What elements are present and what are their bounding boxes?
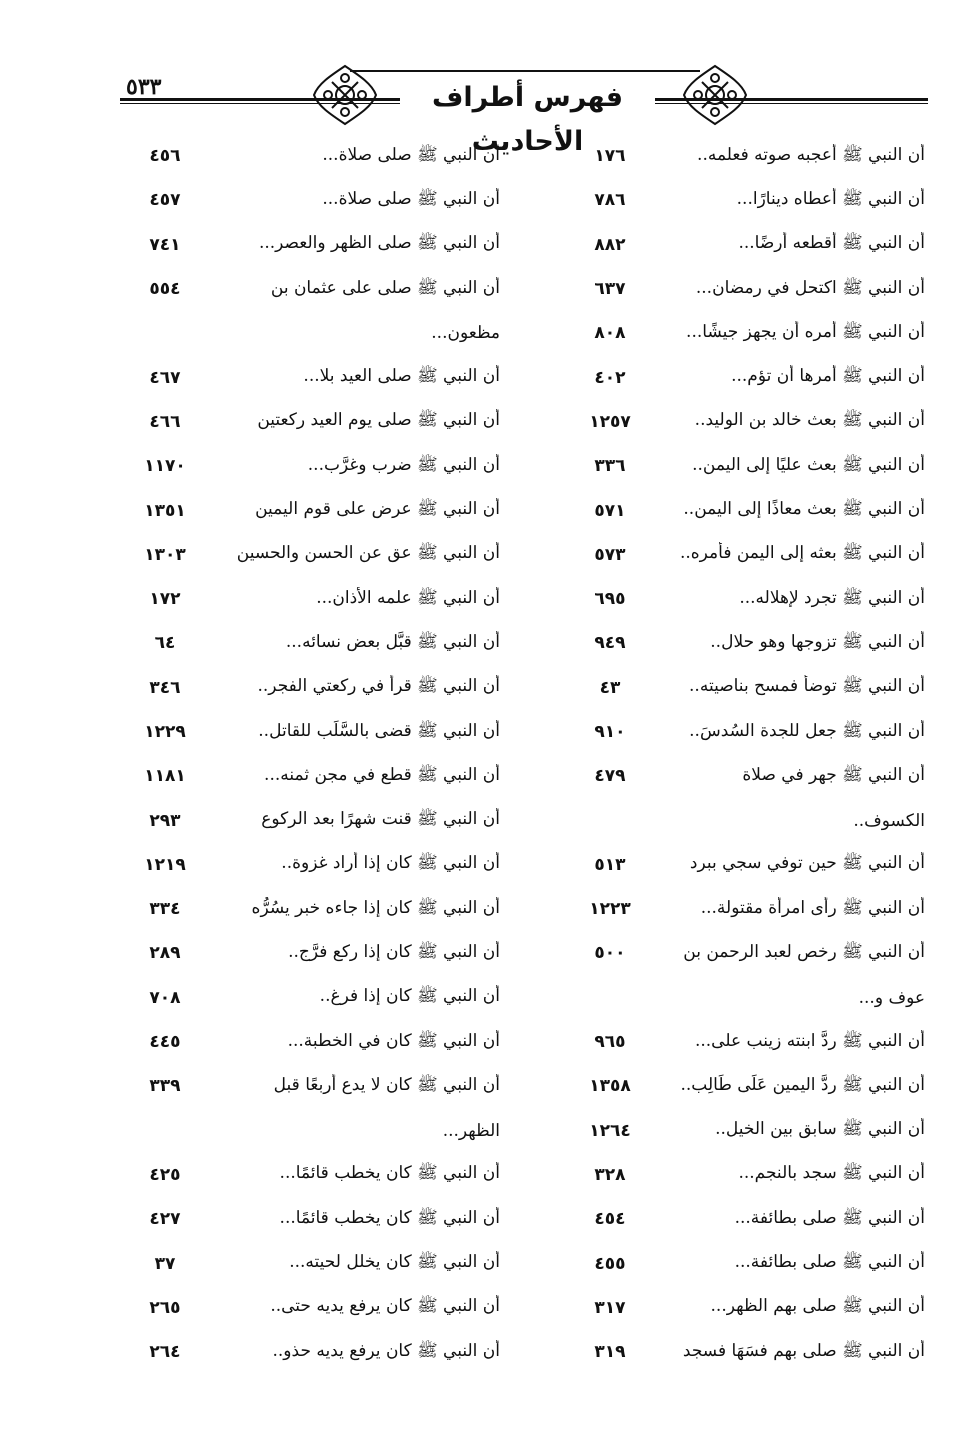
index-entry <box>555 1020 925 1064</box>
hadith-number: ٧٨٦ <box>594 190 626 211</box>
index-entry <box>130 1064 500 1108</box>
hadith-incipit: أن النبي ﷺ كان إذا ركع فرَّج.. <box>288 941 500 962</box>
hadith-number: ٣٣٤ <box>149 899 181 920</box>
index-entry <box>555 223 925 267</box>
hadith-number: ٤٢٥ <box>149 1164 181 1185</box>
hadith-incipit: أن النبي ﷺ أعطاه دينارًا... <box>736 188 925 209</box>
hadith-number: ٥٧١ <box>594 500 626 521</box>
hadith-incipit: الكسوف.. <box>853 810 925 831</box>
hadith-incipit: أن النبي ﷺ صلى بطائفة... <box>734 1252 925 1273</box>
index-entry <box>130 887 500 931</box>
index-entry <box>130 400 500 444</box>
index-entry <box>130 1109 500 1153</box>
index-entry <box>555 178 925 222</box>
index-entry <box>130 488 500 532</box>
index-entry <box>555 1064 925 1108</box>
index-entry <box>130 178 500 222</box>
index-entry <box>555 1286 925 1330</box>
index-entry <box>130 577 500 621</box>
page-number: ٥٣٣ <box>126 74 162 100</box>
hadith-incipit: أن النبي ﷺ عق عن الحسن والحسين <box>236 543 500 564</box>
index-entry <box>555 444 925 488</box>
hadith-incipit: أن النبي ﷺ صلى صلاة... <box>322 144 500 165</box>
hadith-incipit: أن النبي ﷺ قطع في مجن ثمنه... <box>264 764 500 785</box>
hadith-number: ١٣٠٣ <box>144 544 186 565</box>
index-entry <box>555 355 925 399</box>
hadith-number: ٢٨٩ <box>149 943 181 964</box>
hadith-number: ٦٣٧ <box>594 279 626 300</box>
hadith-number: ٤٦٦ <box>149 411 181 432</box>
index-entry <box>130 798 500 842</box>
hadith-number: ٩١٠ <box>594 722 626 742</box>
index-entry <box>130 976 500 1020</box>
hadith-incipit: أن النبي ﷺ صلى بهم فسَهَا فسجد <box>682 1340 925 1361</box>
index-entry <box>130 621 500 665</box>
hadith-number: ٧٤١ <box>149 234 181 255</box>
hadith-incipit: أن النبي ﷺ كان يرفع يديه حذو.. <box>272 1340 500 1361</box>
hadith-number: ٥٠٠ <box>594 943 626 964</box>
index-entry <box>130 843 500 887</box>
hadith-number: ٦٩٥ <box>594 589 626 610</box>
index-entry <box>130 1330 500 1374</box>
hadith-incipit: الظهر... <box>442 1120 500 1141</box>
index-entry <box>555 1241 925 1285</box>
index-entry <box>555 976 925 1020</box>
hadith-incipit: أن النبي ﷺ أقطعه أرضًا... <box>738 233 925 254</box>
hadith-incipit: أن النبي ﷺ توضأ فمسح بناصيته.. <box>689 676 925 697</box>
hadith-incipit: أن النبي ﷺ قنت شهرًا بعد الركوع <box>261 809 500 830</box>
hadith-incipit: أن النبي ﷺ تجرد لإهلاله... <box>739 587 925 608</box>
hadith-incipit: أن النبي ﷺ صلى بهم الظهر... <box>710 1296 925 1317</box>
hadith-number: ٥٥٤ <box>149 279 181 300</box>
hadith-incipit: أن النبي ﷺ حين توفي سجي ببرد <box>689 853 925 874</box>
index-entry <box>555 488 925 532</box>
hadith-number: ٤٤٥ <box>149 1032 181 1053</box>
hadith-number: ٥٧٣ <box>594 544 626 565</box>
hadith-incipit: أن النبي ﷺ كان إذا فرغ.. <box>319 986 500 1007</box>
hadith-incipit: أن النبي ﷺ كان إذا جاءه خبر يسُرُّه <box>251 897 500 918</box>
hadith-incipit: أن النبي ﷺ أعجبه صوته فعلمه.. <box>697 144 925 165</box>
index-entry <box>555 931 925 975</box>
hadith-number: ١٢١٩ <box>144 854 186 875</box>
hadith-number: ٣٤٦ <box>149 677 181 698</box>
hadith-number: ١٣٥٨ <box>589 1076 631 1097</box>
hadith-number: ٤٥٧ <box>149 190 181 211</box>
hadith-incipit: أن النبي ﷺ صلى الظهر والعصر... <box>258 233 500 254</box>
hadith-incipit: أن النبي ﷺ جعل للجدة السُدسَ.. <box>689 720 925 741</box>
hadith-number: ٩٦٥ <box>594 1032 626 1053</box>
hadith-incipit: أن النبي ﷺ سابق بين الخيل.. <box>715 1119 925 1140</box>
hadith-number: ٢٩٣ <box>149 810 181 831</box>
hadith-incipit: أن النبي ﷺ اكتحل في رمضان... <box>695 277 925 298</box>
hadith-number: ٧٠٨ <box>149 987 181 1008</box>
hadith-number: ٤٦٧ <box>149 367 181 388</box>
hadith-incipit: أن النبي ﷺ قضى بالسَّلَب للقاتل.. <box>258 720 500 741</box>
hadith-number: ٥١٣ <box>594 854 626 875</box>
index-entry <box>130 355 500 399</box>
hadith-incipit: أن النبي ﷺ رأى امرأة مقتولة... <box>700 897 925 918</box>
hadith-incipit: عوف و... <box>858 987 925 1008</box>
index-entry <box>130 267 500 311</box>
index-entry <box>555 710 925 754</box>
hadith-incipit: أن النبي ﷺ كان يرفع يديه حتى.. <box>270 1296 500 1317</box>
index-entry <box>130 444 500 488</box>
hadith-number: ٣١٧ <box>594 1297 626 1318</box>
page-title: فهرس أطراف الأحاديث <box>400 76 655 120</box>
hadith-number: ٨٠٨ <box>594 323 626 344</box>
hadith-incipit: أن النبي ﷺ قرأ في ركعتي الفجر.. <box>257 676 500 697</box>
index-entry <box>130 1020 500 1064</box>
hadith-incipit: أن النبي ﷺ صلى صلاة... <box>322 188 500 209</box>
index-entry <box>130 666 500 710</box>
index-entry <box>130 754 500 798</box>
hadith-number: ٣٣٦ <box>594 456 626 477</box>
index-entry <box>555 798 925 842</box>
hadith-incipit: أن النبي ﷺ رخص لعبد الرحمن بن <box>683 941 925 962</box>
ornament-right-icon <box>680 62 750 128</box>
index-entry <box>555 666 925 710</box>
hadith-number: ٣٢٨ <box>594 1164 626 1185</box>
hadith-incipit: أن النبي ﷺ ضرب وغرَّب... <box>307 454 500 475</box>
hadith-incipit: أن النبي ﷺ كان في الخطبة... <box>287 1030 500 1051</box>
hadith-number: ١٢٢٣ <box>589 899 631 920</box>
hadith-incipit: أن النبي ﷺ كان لا يدع أربعًا قبل <box>273 1074 500 1095</box>
hadith-number: ٣٧ <box>154 1253 176 1274</box>
index-entry <box>130 931 500 975</box>
index-entry <box>555 311 925 355</box>
hadith-number: ٩٤٩ <box>594 633 626 654</box>
index-entry <box>555 400 925 444</box>
hadith-incipit: أن النبي ﷺ كان إذا أراد غزوة.. <box>281 853 500 874</box>
hadith-number: ٣١٩ <box>594 1342 626 1363</box>
index-entry <box>555 533 925 577</box>
hadith-incipit: أن النبي ﷺ صلى بطائفة... <box>734 1207 925 1228</box>
header-rule-top <box>350 70 700 72</box>
hadith-incipit: أن النبي ﷺ بعث خالد بن الوليد.. <box>694 410 925 431</box>
hadith-number: ٤٥٤ <box>594 1209 626 1230</box>
hadith-number: ١٧٦ <box>594 146 626 167</box>
hadith-number: ١١٨١ <box>144 766 186 787</box>
index-entry <box>130 311 500 355</box>
hadith-number: ١٣٥١ <box>144 500 186 521</box>
hadith-incipit: مظعون... <box>431 323 500 344</box>
hadith-number: ١٢٦٤ <box>589 1120 631 1141</box>
hadith-incipit: أن النبي ﷺ جهر في صلاة <box>742 764 925 785</box>
index-entry <box>130 1241 500 1285</box>
hadith-number: ٤٧٩ <box>594 766 626 787</box>
hadith-number: ٨٨٢ <box>594 234 626 255</box>
index-entry <box>555 843 925 887</box>
index-entry <box>130 134 500 178</box>
index-entry <box>555 754 925 798</box>
index-entry <box>130 1153 500 1197</box>
hadith-number: ١٢٢٩ <box>144 722 186 742</box>
hadith-incipit: أن النبي ﷺ عرض على قوم اليمين <box>255 499 500 520</box>
index-entry <box>555 887 925 931</box>
hadith-number: ٦٤ <box>154 633 176 654</box>
hadith-incipit: أن النبي ﷺ كان يخلل لحيته... <box>289 1252 500 1273</box>
index-entry <box>555 1197 925 1241</box>
left-column <box>130 134 500 1374</box>
hadith-number: ٤٢٧ <box>149 1209 181 1230</box>
hadith-incipit: أن النبي ﷺ كان يخطب قائمًا... <box>279 1207 500 1228</box>
hadith-number: ١١٧٠ <box>144 456 186 477</box>
index-entry <box>555 1330 925 1374</box>
index-entry <box>555 1109 925 1153</box>
index-columns <box>130 134 925 1404</box>
hadith-number: ١٢٥٧ <box>589 411 631 432</box>
hadith-incipit: أن النبي ﷺ تزوجها وهو حلال.. <box>710 631 925 652</box>
hadith-incipit: أن النبي ﷺ ردَّ ابنته زينب على... <box>694 1030 925 1051</box>
hadith-number: ٣٣٩ <box>149 1076 181 1097</box>
hadith-incipit: أن النبي ﷺ بعثه إلى اليمن فأمره.. <box>679 543 925 564</box>
hadith-incipit: أن النبي ﷺ ردَّ اليمين عَلَى طَالِب.. <box>680 1074 925 1095</box>
index-entry <box>130 1197 500 1241</box>
index-entry <box>130 533 500 577</box>
hadith-incipit: أن النبي ﷺ علمه الأذان... <box>316 587 500 608</box>
index-entry <box>555 621 925 665</box>
index-entry <box>555 1153 925 1197</box>
index-entry <box>555 134 925 178</box>
hadith-incipit: أن النبي ﷺ كان يخطب قائمًا... <box>279 1163 500 1184</box>
index-entry <box>130 710 500 754</box>
hadith-incipit: أن النبي ﷺ أمره أن يجهز جيشًا... <box>686 321 925 342</box>
hadith-incipit: أن النبي ﷺ صلى العيد بلا... <box>303 366 500 387</box>
hadith-number: ٤٣ <box>599 677 621 698</box>
hadith-number: ٤٠٢ <box>594 367 626 388</box>
hadith-number: ٢٦٤ <box>149 1342 181 1363</box>
right-column <box>555 134 925 1374</box>
hadith-number: ١٧٢ <box>149 589 181 610</box>
hadith-incipit: أن النبي ﷺ سجد بالنجم... <box>738 1163 925 1184</box>
hadith-incipit: أن النبي ﷺ بعث عليًا إلى اليمن.. <box>692 454 925 475</box>
hadith-number: ٤٥٥ <box>594 1253 626 1274</box>
hadith-number: ٢٦٥ <box>149 1297 181 1318</box>
hadith-incipit: أن النبي ﷺ قبَّل بعض نسائه... <box>285 631 500 652</box>
index-entry <box>130 223 500 267</box>
hadith-incipit: أن النبي ﷺ أمرها أن تؤم... <box>731 366 925 387</box>
hadith-incipit: أن النبي ﷺ صلى يوم العيد ركعتين <box>257 410 500 431</box>
ornament-left-icon <box>310 62 380 128</box>
index-entry <box>555 577 925 621</box>
index-entry <box>555 267 925 311</box>
index-entry <box>130 1286 500 1330</box>
hadith-incipit: أن النبي ﷺ صلى على عثمان بن <box>270 277 500 298</box>
hadith-number: ٤٥٦ <box>149 146 181 167</box>
hadith-incipit: أن النبي ﷺ بعث معاذًا إلى اليمن.. <box>683 499 925 520</box>
